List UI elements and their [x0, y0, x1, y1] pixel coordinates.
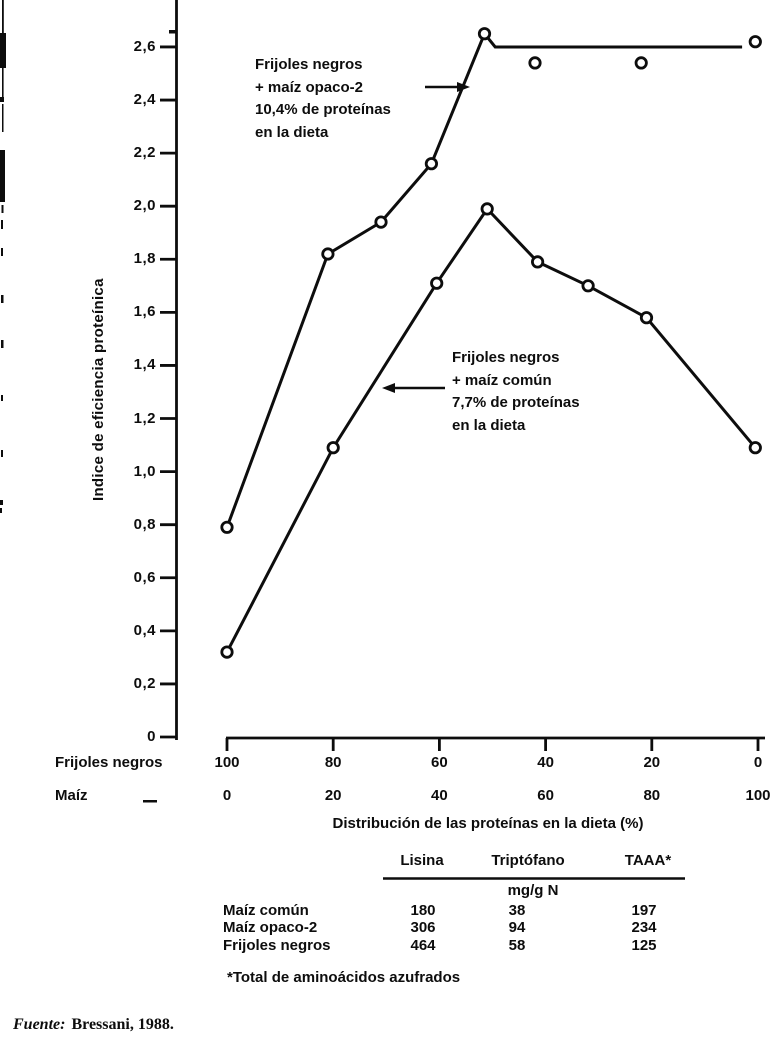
- y-tick-label: 0,2: [133, 674, 156, 692]
- annotation-comun: [452, 347, 580, 437]
- table-row-label: Frijoles negros: [223, 937, 331, 954]
- table-cell: 306: [410, 919, 436, 936]
- y-tick-label: 2,0: [133, 197, 156, 215]
- y-tick-label: 0,4: [133, 621, 156, 639]
- x-tick-label-maiz: 0: [222, 787, 232, 804]
- annotation-line: 10,4% de proteínas: [255, 101, 391, 118]
- table-row-label: Maíz opaco-2: [223, 919, 318, 936]
- data-point-marker: [636, 58, 646, 68]
- y-tick-label: 0,8: [133, 515, 156, 533]
- annotation-arrow-comun: [382, 383, 445, 393]
- table-cell: 94: [508, 919, 526, 936]
- data-point-marker: [222, 647, 232, 657]
- table-cell: 234: [631, 919, 657, 936]
- x-tick-label-frijoles: 0: [753, 754, 763, 771]
- source-prefix: Fuente:: [13, 1016, 66, 1033]
- y-tick-label: 1,2: [133, 409, 156, 427]
- x-tick-label-maiz: 20: [324, 787, 342, 804]
- x-tick-label-maiz: 40: [431, 787, 448, 804]
- y-tick-label: 0: [147, 728, 156, 745]
- y-tick-label: 2,6: [133, 37, 156, 55]
- x-row-maiz-label: Maíz: [55, 787, 88, 804]
- table-cell: 464: [410, 937, 436, 954]
- annotation-line: + maíz común: [452, 371, 552, 389]
- source-line: [13, 1016, 174, 1034]
- x-row-frijoles-label: Frijoles negros: [55, 754, 163, 771]
- source-text: Bressani, 1988.: [71, 1016, 174, 1033]
- x-tick-label-frijoles: 40: [537, 754, 554, 771]
- data-point-marker: [222, 522, 232, 532]
- annotation-line: Frijoles negros: [452, 349, 560, 366]
- y-tick-label: 1,0: [133, 462, 156, 480]
- annotation-line: + maíz opaco-2: [255, 78, 363, 96]
- annotation-line: Frijoles negros: [255, 56, 363, 73]
- data-point-marker: [583, 281, 593, 291]
- table-cell: 125: [631, 937, 657, 954]
- table-header-taaa: TAAA*: [624, 852, 672, 869]
- data-point-marker: [328, 443, 338, 453]
- y-tick-label: 1,6: [133, 303, 156, 321]
- x-tick-label-maiz: 60: [537, 787, 554, 804]
- data-point-marker: [426, 159, 436, 169]
- data-point-marker: [750, 443, 760, 453]
- table-cell: 58: [508, 937, 526, 954]
- annotation-line: 7,7% de proteínas: [452, 394, 580, 411]
- y-tick-label: 2,4: [133, 91, 156, 109]
- x-axis-title: Distribución de las proteínas en la dieta (%): [332, 815, 644, 832]
- table-footnote: *Total de aminoácidos azufrados: [227, 969, 461, 986]
- arrow-left-icon: [382, 383, 395, 393]
- x-tick-label-frijoles: 20: [643, 754, 661, 771]
- table-header-triptofano: Triptófano: [491, 852, 565, 869]
- table-header-lisina: Lisina: [400, 852, 444, 869]
- y-tick-label: 0,6: [133, 568, 156, 586]
- y-axis-nub: [169, 30, 177, 34]
- table-row-label: Maíz común: [223, 902, 309, 919]
- table-cell: 38: [508, 902, 526, 919]
- data-point-marker: [530, 58, 540, 68]
- table-unit-header: mg/g N: [507, 882, 559, 899]
- data-point-marker: [432, 278, 442, 288]
- table-cell: 197: [631, 902, 657, 919]
- annotation-opaco2: [255, 54, 391, 144]
- y-axis-title: Indice de eficiencia proteínica: [90, 278, 107, 502]
- y-tick-label: 1,4: [133, 356, 156, 374]
- y-tick-label: 2,2: [133, 144, 156, 162]
- data-point-marker: [376, 217, 386, 227]
- table-cell: 180: [410, 902, 436, 919]
- y-tick-label: 1,8: [133, 250, 156, 268]
- data-point-marker: [479, 29, 489, 39]
- data-point-marker: [482, 204, 492, 214]
- data-point-marker: [532, 257, 542, 267]
- annotation-line: en la dieta: [255, 123, 329, 141]
- data-point-marker: [750, 37, 760, 47]
- x-tick-label-frijoles: 80: [324, 754, 342, 771]
- data-point-marker: [323, 249, 333, 259]
- x-tick-label-maiz: 80: [643, 787, 661, 804]
- x-tick-label-frijoles: 100: [214, 754, 240, 771]
- data-point-marker: [641, 313, 651, 323]
- annotation-line: en la dieta: [452, 416, 526, 434]
- x-tick-label-maiz: 100: [745, 787, 771, 804]
- x-tick-label-frijoles: 60: [431, 754, 448, 771]
